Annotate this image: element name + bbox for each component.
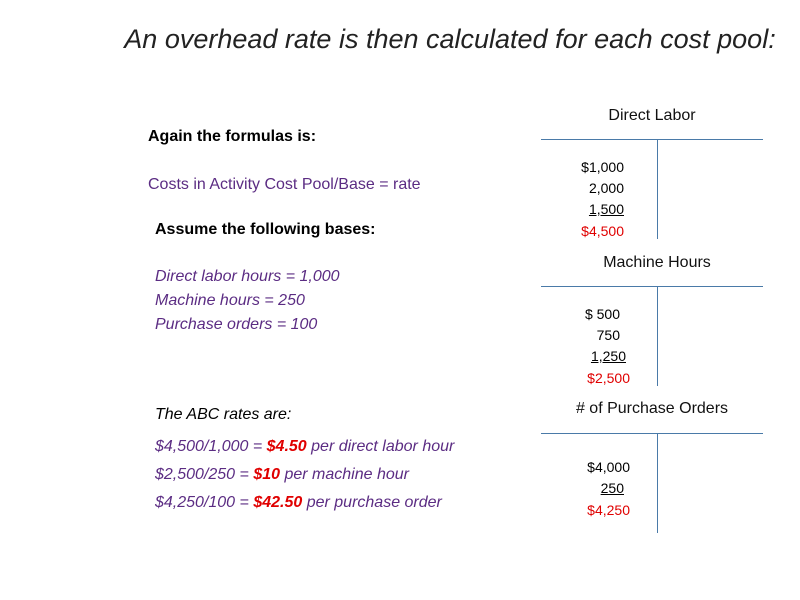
base-direct-labor: Direct labor hours = 1,000 — [155, 268, 340, 285]
rate-calc: $4,500/1,000 = — [155, 438, 267, 455]
rate-calc: $2,500/250 = — [155, 466, 254, 483]
taccount-entry: 1,500 — [588, 201, 624, 217]
taccount-top-rule — [541, 286, 763, 287]
rate-value: $42.50 — [253, 494, 303, 511]
rate-unit: per direct labor hour — [306, 438, 455, 455]
taccount-entry: $1,000 — [581, 159, 624, 175]
taccount-title-direct-labor: Direct Labor — [608, 107, 696, 124]
formula-text: Costs in Activity Cost Pool/Base = rate — [148, 176, 421, 193]
rate-direct-labor — [155, 438, 454, 456]
taccount-total: $4,250 — [587, 502, 630, 518]
taccount-divider — [657, 139, 658, 239]
bases-heading: Assume the following bases: — [155, 221, 376, 238]
taccount-entry-underlined — [540, 201, 624, 217]
rate-value: $10 — [253, 466, 281, 483]
taccount-top-rule — [541, 139, 763, 140]
taccount-entry: 250 — [600, 480, 624, 496]
taccount-entry-underlined — [540, 480, 624, 496]
taccount-entry: $4,000 — [587, 459, 630, 475]
rate-calc: $4,250/100 = — [155, 494, 254, 511]
taccount-divider — [657, 433, 658, 533]
taccount-top-rule — [541, 433, 763, 434]
taccount-entry: 1,250 — [590, 348, 626, 364]
taccount-entry: $ 500 — [584, 306, 620, 322]
taccount-total: $2,500 — [587, 370, 630, 386]
taccount-title-purchase-orders: # of Purchase Orders — [575, 400, 729, 417]
rate-unit: per purchase order — [302, 494, 442, 511]
rate-machine-hours — [155, 466, 409, 484]
taccount-entry: 2,000 — [588, 180, 624, 196]
taccount-entry: 750 — [596, 327, 620, 343]
taccount-entry-underlined — [540, 348, 626, 364]
rate-value: $4.50 — [266, 438, 307, 455]
slide-title: An overhead rate is then calculated for each cost pool: — [124, 24, 776, 54]
taccount-divider — [657, 286, 658, 386]
formula-heading: Again the formulas is: — [148, 128, 317, 145]
base-purchase-orders: Purchase orders = 100 — [155, 316, 318, 333]
rate-unit: per machine hour — [280, 466, 409, 483]
base-machine-hours: Machine hours = 250 — [155, 292, 305, 309]
taccount-title-machine-hours: Machine Hours — [603, 254, 711, 271]
abc-rates-heading: The ABC rates are: — [155, 406, 292, 423]
taccount-total: $4,500 — [581, 223, 624, 239]
rate-purchase-orders — [155, 494, 442, 512]
